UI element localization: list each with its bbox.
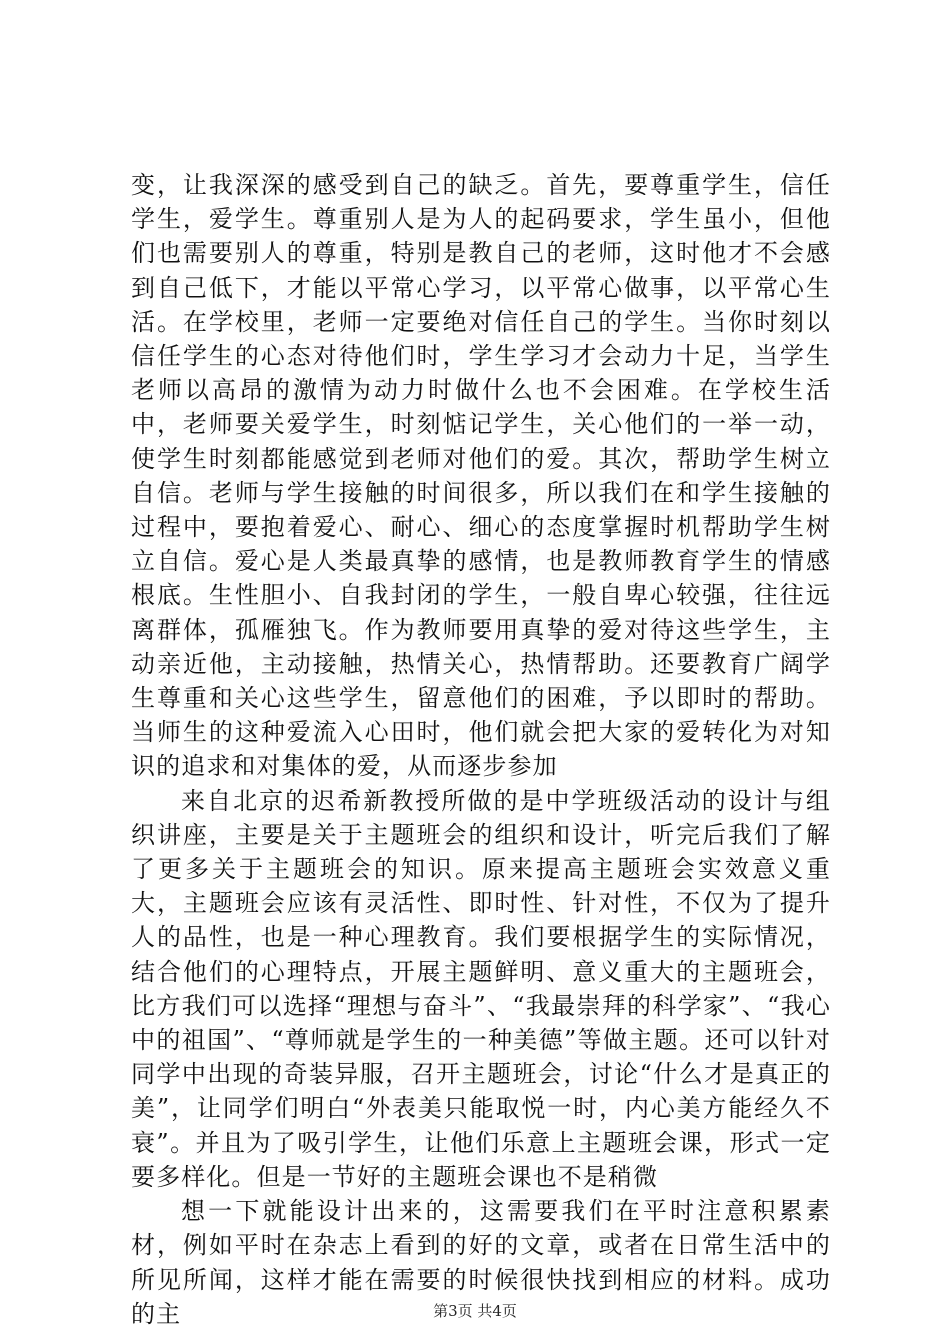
page-number-footer: 第3页 共4页: [433, 1302, 517, 1320]
paragraph-2: 来自北京的迟希新教授所做的是中学班级活动的设计与组织讲座，主要是关于主题班会的组织和设计，听完后我们了解了更多关于主题班会的知识。原来提高主题班会实效意义重大，主题班会应该有灵活性、即时性、针对性，不仅为了提升人的品性，也是一种心理教育。我们要根据学生的实际情况，结合他们的心理特点，开展主题鲜明、意义重大的主题班会，比方我们可以选择“理想与奋斗”、“我最崇拜的科学家”、“我心中的祖国”、“尊师就是学生的一种美德”等做主题。还可以针对同学中出现的奇装异服，召开主题班会，讨论“什么才是真正的美”，让同学们明白“外表美只能取悦一时，内心美方能经久不衰”。并且为了吸引学生，让他们乐意上主题班会课，形式一定要多样化。但是一节好的主题班会课也不是稍微: [131, 786, 831, 1191]
paragraph-3: 想一下就能设计出来的，这需要我们在平时注意积累素材，例如平时在杂志上看到的好的文章，或者在日常生活中的所见所闻，这样才能在需要的时候很快找到相应的材料。成功的主: [131, 1197, 831, 1328]
document-body: [131, 168, 831, 1331]
paragraph-1: 变，让我深深的感受到自己的缺乏。首先，要尊重学生，信任学生，爱学生。尊重别人是为人的起码要求，学生虽小，但他们也需要别人的尊重，特别是教自己的老师，这时他才不会感到自己低下，才能以平常心学习，以平常心做事，以平常心生活。在学校里，老师一定要绝对信任自己的学生。当你时刻以信任学生的心态对待他们时，学生学习才会动力十足，当学生老师以高昂的激情为动力时做什么也不会困难。在学校生活中，老师要关爱学生，时刻惦记学生，关心他们的一举一动，使学生时刻都能感觉到老师对他们的爱。其次，帮助学生树立自信。老师与学生接触的时间很多，所以我们在和学生接触的过程中，要抱着爱心、耐心、细心的态度掌握时机帮助学生树立自信。爱心是人类最真挚的感情，也是教师教育学生的情感根底。生性胆小、自我封闭的学生，一般自卑心较强，往往远离群体，孤雁独飞。作为教师要用真挚的爱对待这些学生，主动亲近他，主动接触，热情关心，热情帮助。还要教育广阔学生尊重和关心这些学生，留意他们的困难，予以即时的帮助。当师生的这种爱流入心田时，他们就会把大家的爱转化为对知识的追求和对集体的爱，从而逐步参加: [131, 171, 831, 781]
